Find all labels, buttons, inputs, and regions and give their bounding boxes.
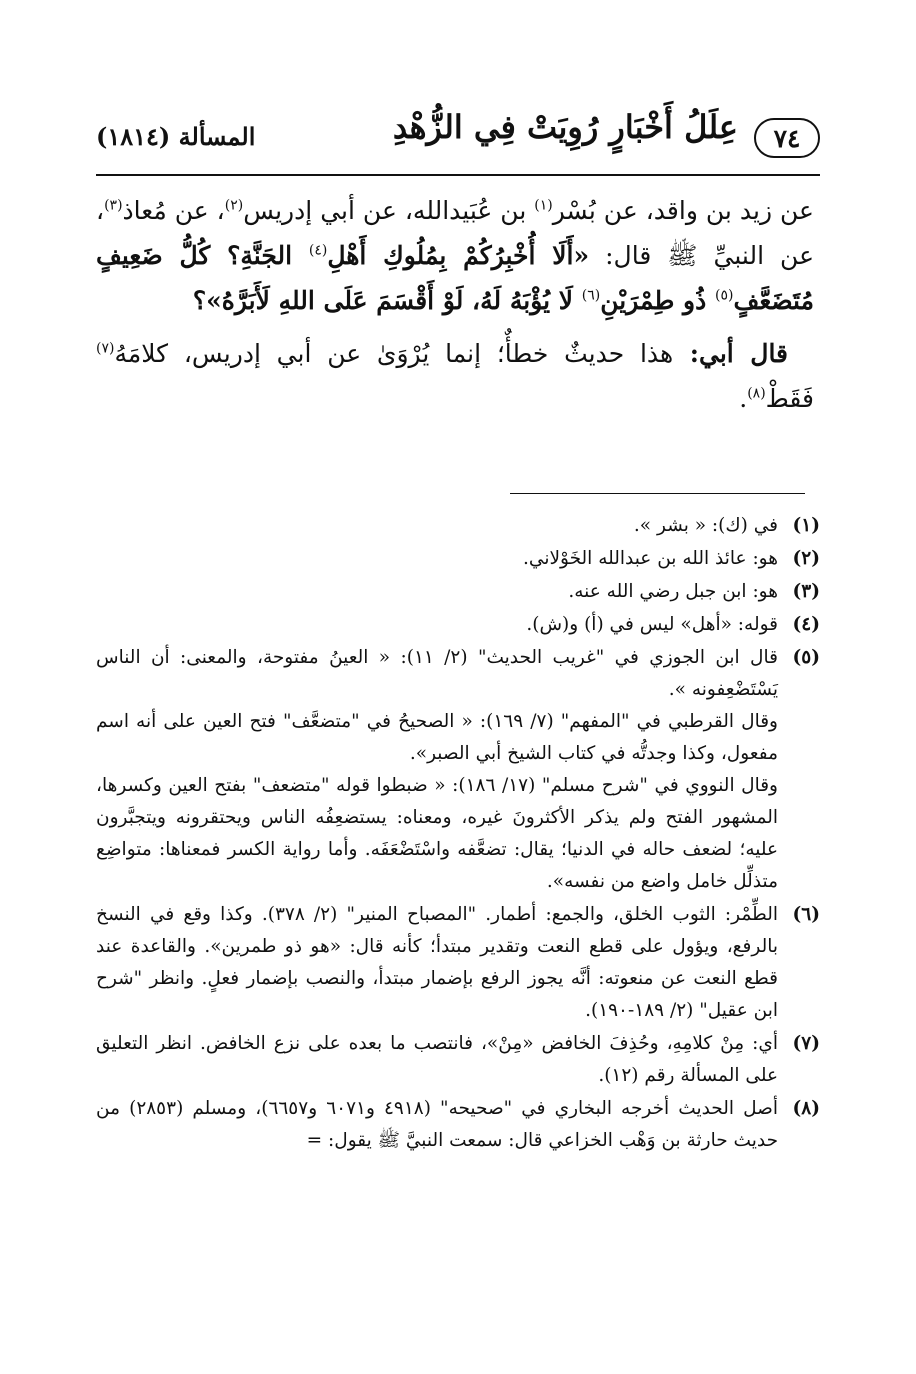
footnote-text: الطِّمْر: الثوب الخلق، والجمع: أطمار. "المصباح المنير" (٢/ ٣٧٨). وكذا وقع في النسخ بالرفع، ويؤول على قطع النعت وتقدير مبتدأ؛ كأنه قال: «هو ذو طمرين». والقاعدة عند قطع النعت عن منعوته: أنَّه يجوز الرفع بإضمار مبتدأ، والنصب بإضمار فعلٍ. وانظر "شرح ابن عقيل" (٢/ ١٨٩-١٩٠). xyxy=(96,904,778,1021)
footnote-ref: (١) xyxy=(534,197,553,214)
footnote xyxy=(96,609,820,641)
footnote xyxy=(96,899,820,1027)
footnote-number: (٨) xyxy=(792,1098,820,1119)
footnote-number: (٤) xyxy=(792,614,820,635)
footnote-text: قوله: «أهل» ليس في (أ) و(ش). xyxy=(526,614,778,635)
footnote-separator xyxy=(510,493,805,494)
footnote-text: هو: عائذ الله بن عبدالله الخَوْلاني. xyxy=(523,548,778,569)
text-run: هذا حديثٌ خطأٌ؛ إنما يُرْوَىٰ عن أبي إدريس، كلامَهُ xyxy=(114,339,674,368)
hadith-text: لَا يُؤْبَهُ لَهُ، لَوْ أَقْسَمَ عَلَى اللهِ لَأَبَرَّهُ»؟ xyxy=(192,286,582,315)
footnote xyxy=(96,1093,820,1157)
text-run: . xyxy=(739,384,748,413)
hadith-paragraph xyxy=(96,188,814,323)
footnote-number: (١) xyxy=(792,515,820,536)
footnote-number: (٢) xyxy=(792,548,820,569)
footnote-body xyxy=(96,609,778,641)
footnote-body xyxy=(96,543,778,575)
footnote-body xyxy=(96,1093,778,1157)
text-run: ، عن النبيِّ ﷺ قال: xyxy=(96,196,815,270)
hadith-text: الجَنَّةِ؟ كُلُّ ضَعِيفٍ مُتَضَعَّفٍ xyxy=(96,241,814,315)
footnote-body xyxy=(96,1028,778,1092)
text-run: فَقَطْ xyxy=(765,384,814,413)
main-text xyxy=(96,188,814,421)
footnote-text: في (ك): « بشر ». xyxy=(633,515,778,536)
issue-label: المسألة (١٨١٤) xyxy=(96,122,256,151)
footnote-ref: (٨) xyxy=(747,385,766,402)
footnote-number: (٥) xyxy=(792,647,820,668)
footnote-ref: (٥) xyxy=(714,287,734,304)
footnote-body xyxy=(96,576,778,608)
footnote-ref: (٧) xyxy=(96,340,115,357)
speaker-label: قال أبي: xyxy=(673,339,789,368)
footnote-ref: (٦) xyxy=(581,287,601,304)
footnotes xyxy=(96,510,820,1158)
text-run: عن زيد بن واقد، عن بُسْر xyxy=(552,196,814,225)
text-run: ، عن مُعاذ xyxy=(122,196,225,225)
footnote-body xyxy=(96,510,778,542)
footnote-body xyxy=(96,899,778,1027)
footnote-text: هو: ابن جبل رضي الله عنه. xyxy=(568,581,778,602)
page-number: ٧٤ xyxy=(754,118,820,158)
footnote-ref: (٤) xyxy=(308,242,328,259)
footnote-text: وقال القرطبي في "المفهم" (٧/ ١٦٩): « الصحيحُ في "متضعَّف" فتح العين على أنه اسم مفعول، وكذا وجدتُّه في كتاب الشيخ أبي الصبر». xyxy=(96,711,778,764)
footnote-ref: (٣) xyxy=(104,197,123,214)
footnote-ref: (٢) xyxy=(224,197,244,214)
hadith-text: ذُو طِمْرَيْنِ xyxy=(600,286,715,315)
footnote xyxy=(96,1028,820,1092)
footnote-number: (٣) xyxy=(792,581,820,602)
footnote xyxy=(96,510,820,542)
text-run: بن عُبَيدالله، عن أبي إدريس xyxy=(243,196,535,225)
hadith-text: «أَلَا أُخْبِرُكُمْ بِمُلُوكِ أَهْلِ xyxy=(327,241,590,270)
page-header xyxy=(96,102,820,176)
footnote-text: قال ابن الجوزي في "غريب الحديث" (٢/ ١١): « العينُ مفتوحة، والمعنى: أن الناس يَسْتَضْعِفونه ». xyxy=(96,647,778,700)
footnote-text: أصل الحديث أخرجه البخاري في "صحيحه" (٤٩١٨ و٦٠٧١ و٦٦٥٧)، ومسلم (٢٨٥٣) من حديث حارثة بن وَهْب الخزاعي قال: سمعت النبيَّ ﷺ يقول: = xyxy=(96,1098,778,1151)
footnote-number: (٧) xyxy=(792,1033,820,1054)
header-rule xyxy=(96,174,820,176)
commentary-paragraph xyxy=(96,331,814,421)
footnote-body xyxy=(96,642,778,898)
footnote-number: (٦) xyxy=(792,904,820,925)
footnote-text: وقال النووي في "شرح مسلم" (١٧/ ١٨٦): « ضبطوا قوله "متضعف" بفتح العين وكسرها، المشهور الفتح ولم يذكر الأكثرونَ غيره، ومعناه: يستضعِفُه الناس ويحتقرونه ويتجبَّرون عليه؛ لضعف حاله في الدنيا؛ يقال: تضعَّفه واسْتَضْعَفَه. وأما رواية الكسر فمعناها: متواضِع متذلِّل خامل واضع من نفسه». xyxy=(96,775,778,892)
footnote xyxy=(96,576,820,608)
footnote-text: أي: مِنْ كلامِهِ، وحُذِفَ الخافض «مِنْ»، فانتصب ما بعده على نزع الخافض. انظر التعليق على المسألة رقم (١٢). xyxy=(96,1033,778,1086)
book-title: عِلَلُ أَخْبَارٍ رُوِيَتْ فِي الزُّهْدِ xyxy=(392,108,738,146)
footnote xyxy=(96,642,820,898)
footnote xyxy=(96,543,820,575)
